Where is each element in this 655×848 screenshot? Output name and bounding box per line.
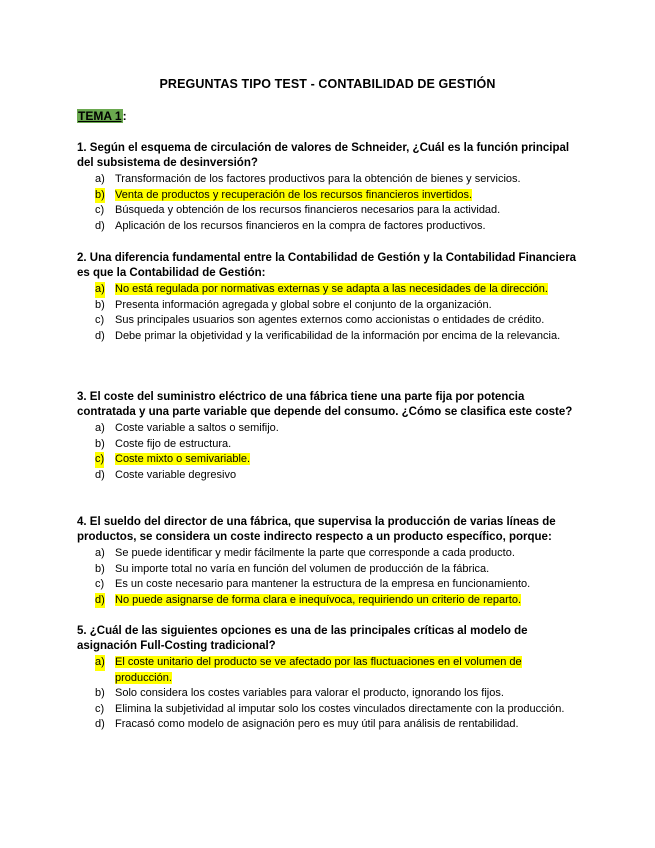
option-letter: a): [95, 422, 105, 434]
document-title: PREGUNTAS TIPO TEST - CONTABILIDAD DE GESTIÓN: [159, 77, 496, 91]
option-letter: b): [95, 298, 105, 311]
option-text-highlighted: No está regulada por normativas externas y se adapta a las necesidades de la dirección.: [115, 283, 548, 295]
question-text: 1. Según el esquema de circulación de valores de Schneider, ¿Cuál es la función principal del subsistema de desinversión?: [77, 142, 570, 169]
question-3: [77, 390, 579, 483]
option-a: [77, 655, 579, 686]
option-d: [77, 717, 579, 733]
option-text: Debe primar la objetividad y la verificabilidad de la información por encima de la relevancia.: [115, 329, 561, 342]
option-letter: b): [95, 687, 105, 699]
question-4: [77, 515, 579, 608]
question-1: [77, 141, 579, 234]
option-letter: b): [95, 188, 105, 204]
section-tag: TEMA 1: [78, 109, 122, 123]
option-letter: c): [95, 314, 105, 326]
option-letter: b): [95, 437, 105, 450]
option-letter: c): [95, 702, 105, 715]
option-text-highlighted: Venta de productos y recuperación de los recursos financieros invertidos.: [115, 188, 473, 201]
option-b: [77, 298, 579, 314]
option-list: [77, 546, 579, 608]
option-list: [77, 421, 579, 483]
option-letter: a): [95, 282, 105, 298]
option-b: [77, 562, 579, 578]
option-letter: a): [95, 655, 105, 671]
option-d: [77, 219, 579, 235]
option-a: [77, 421, 579, 437]
question-2: [77, 251, 579, 344]
option-text: Solo considera los costes variables para valorar el producto, ignorando los fijos.: [115, 687, 504, 699]
option-letter: d): [95, 329, 105, 342]
option-text: Presenta información agregada y global sobre el conjunto de la organización.: [115, 298, 492, 311]
option-text: Coste variable degresivo: [115, 468, 237, 481]
option-text-highlighted: El coste unitario del producto se ve afectado por las fluctuaciones en el volumen de producción.: [115, 656, 522, 684]
option-letter: c): [95, 452, 104, 468]
option-text: Aplicación de los recursos financieros en la compra de factores productivos.: [115, 219, 486, 232]
option-b: [77, 686, 579, 702]
option-c: [77, 702, 579, 718]
option-d: [77, 593, 579, 609]
option-letter: d): [95, 468, 105, 481]
option-a: [77, 172, 579, 188]
option-a: [77, 546, 579, 562]
question-text: 4. El sueldo del director de una fábrica, que supervisa la producción de varias líneas de productos, se considera un coste indirecto respecto a un producto específico, porque:: [77, 516, 556, 543]
question-text: 2. Una diferencia fundamental entre la Contabilidad de Gestión y la Contabilidad Financiera es que la Contabilidad de Gestión:: [77, 252, 577, 279]
option-text: Búsqueda y obtención de los recursos financieros necesarios para la actividad.: [115, 204, 501, 216]
option-letter: a): [95, 173, 105, 185]
option-letter: d): [95, 219, 105, 232]
option-list: [77, 282, 579, 344]
option-text-highlighted: Coste mixto o semivariable.: [115, 453, 251, 465]
option-list: [77, 655, 579, 733]
question-text: 3. El coste del suministro eléctrico de una fábrica tiene una parte fija por potencia contratada y una parte variable que depende del consumo. ¿Cómo se clasifica este coste?: [77, 391, 573, 418]
option-letter: c): [95, 578, 105, 590]
option-text: Elimina la subjetividad al imputar solo los costes vinculados directamente con la producción.: [115, 702, 565, 715]
option-letter: d): [95, 593, 105, 609]
option-c: [77, 452, 579, 468]
option-text: Su importe total no varía en función del volumen de producción de la fábrica.: [115, 562, 490, 575]
option-text: Sus principales usuarios son agentes externos como accionistas o entidades de crédito.: [115, 314, 545, 326]
question-text: 5. ¿Cuál de las siguientes opciones es una de las principales críticas al modelo de asignación Full-Costing tradicional?: [77, 625, 528, 652]
option-letter: d): [95, 718, 105, 730]
option-text: Se puede identificar y medir fácilmente la parte que corresponde a cada producto.: [115, 547, 515, 559]
option-list: [77, 172, 579, 234]
option-b: [77, 188, 579, 204]
option-b: [77, 437, 579, 453]
option-text: Es un coste necesario para mantener la estructura de la empresa en funcionamiento.: [115, 578, 531, 590]
option-letter: b): [95, 562, 105, 575]
option-a: [77, 282, 579, 298]
option-letter: a): [95, 547, 105, 559]
question-5: [77, 624, 579, 733]
option-c: [77, 203, 579, 219]
option-letter: c): [95, 204, 105, 216]
option-d: [77, 468, 579, 484]
option-text: Transformación de los factores productivos para la obtención de bienes y servicios.: [115, 173, 521, 185]
option-c: [77, 577, 579, 593]
option-text-highlighted: No puede asignarse de forma clara e inequívoca, requiriendo un criterio de reparto.: [115, 593, 522, 606]
option-text: Coste fijo de estructura.: [115, 437, 232, 450]
option-c: [77, 313, 579, 329]
section-label: [77, 109, 127, 123]
section-suffix: :: [122, 109, 127, 123]
option-text: Coste variable a saltos o semifijo.: [115, 422, 279, 434]
option-d: [77, 329, 579, 345]
option-text: Fracasó como modelo de asignación pero es muy útil para análisis de rentabilidad.: [115, 718, 519, 730]
